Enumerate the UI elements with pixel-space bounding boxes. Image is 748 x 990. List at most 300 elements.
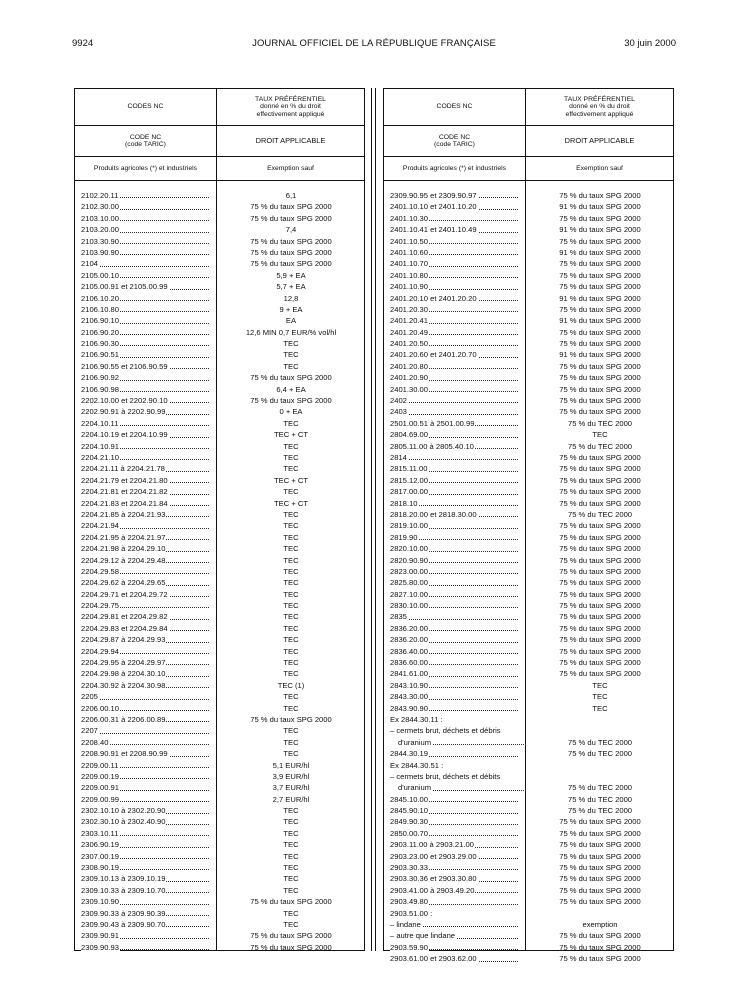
- table-row: [75, 828, 364, 839]
- table-row: [384, 611, 673, 622]
- code-text: 2106.90.92: [81, 373, 120, 383]
- rate-cell: 91 % du taux SPG 2000: [559, 202, 641, 212]
- code-cell: [81, 441, 211, 452]
- code-cell: [390, 657, 520, 668]
- table-row: [75, 372, 364, 383]
- rate-cell: TEC: [283, 464, 299, 474]
- table-row: [75, 532, 364, 543]
- dot-leader: [390, 459, 518, 460]
- code-cell: [390, 668, 520, 679]
- code-text: 2401.10.90: [390, 282, 429, 292]
- code-text: 2209.00.99: [81, 794, 120, 804]
- table-row: [384, 873, 673, 884]
- code-text: 2106.10.20: [81, 293, 120, 303]
- rate-cell: 91 % du taux SPG 2000: [559, 350, 641, 360]
- code-cell: [390, 463, 520, 474]
- code-text: 2307.00.19: [81, 851, 120, 861]
- code-cell: [390, 475, 520, 486]
- rate-cell: 75 % du taux SPG 2000: [559, 635, 641, 645]
- code-text: – autre que lindane: [390, 931, 456, 941]
- rate-cell: 7,4: [285, 225, 297, 235]
- code-cell: [390, 349, 520, 360]
- code-text: 2302.10.10 à 2302.20.90: [81, 806, 166, 816]
- table-row: [384, 646, 673, 657]
- header-code-nc-taric: CODE NC (code TARIC): [434, 133, 475, 148]
- code-text: 2204.21.98 à 2204.29.10: [81, 544, 166, 554]
- code-text: 2106.90.20: [81, 327, 120, 337]
- column-separator-line: [371, 88, 372, 951]
- code-cell: [81, 281, 211, 292]
- code-text: 2827.10.00: [390, 589, 429, 599]
- table-row: [75, 452, 364, 463]
- rate-cell: TEC + CT: [274, 475, 308, 485]
- table-row: [384, 691, 673, 702]
- table-row: [384, 520, 673, 531]
- page-number: 9924: [72, 38, 94, 49]
- code-text: 2820.10.00: [390, 544, 429, 554]
- code-text: 2820.90.90: [390, 555, 429, 565]
- header-exemption: Exemption sauf: [267, 164, 314, 172]
- code-text: 2309.90.93: [81, 942, 120, 952]
- rate-cell: TEC: [283, 452, 299, 462]
- code-text: 2836.20.00: [390, 623, 429, 633]
- rate-cell: 75 % du taux SPG 2000: [559, 407, 641, 417]
- table-row: [75, 691, 364, 702]
- rate-cell: TEC: [283, 441, 299, 451]
- code-text: 2306.90.19: [81, 840, 120, 850]
- code-text: 2401.20.60 et 2401.20.70: [390, 350, 477, 360]
- rate-cell: TEC: [283, 726, 299, 736]
- rate-cell: TEC + CT: [274, 430, 308, 440]
- table-row: [75, 281, 364, 292]
- rate-cell: TEC: [283, 487, 299, 497]
- code-cell: [390, 577, 520, 588]
- code-cell: [390, 532, 520, 543]
- rate-cell: TEC: [283, 532, 299, 542]
- rate-cell: TEC: [283, 418, 299, 428]
- code-text: 2903.61.00 et 2903.62.00: [390, 954, 477, 964]
- code-text: 2823.00.00: [390, 566, 429, 576]
- code-text: 2309.90.43 à 2309.90.70: [81, 920, 166, 929]
- code-text: 2207: [81, 726, 98, 736]
- table-row: [75, 201, 364, 212]
- rate-cell: 75 % du TEC 2000: [567, 418, 633, 428]
- header-codes-nc: CODES NC: [127, 103, 164, 111]
- code-text: 2401.20.90: [390, 373, 429, 383]
- code-cell: [81, 475, 211, 486]
- table-row: [384, 498, 673, 509]
- header-row-1: [384, 89, 673, 126]
- code-text: 2209.00.91: [81, 783, 120, 793]
- code-text: Ex 2844.30.11 :: [390, 714, 443, 724]
- table-row: [75, 213, 364, 224]
- rate-cell: 91 % du taux SPG 2000: [559, 247, 641, 257]
- code-text: 2103.10.00: [81, 213, 120, 223]
- code-cell: [81, 520, 211, 531]
- table-row: [384, 896, 673, 907]
- code-cell: [390, 589, 520, 600]
- code-cell: [81, 486, 211, 497]
- table-row: [75, 908, 364, 919]
- code-cell: [81, 509, 211, 520]
- table-row: [75, 600, 364, 611]
- header-row-3: [384, 157, 673, 181]
- code-cell: [390, 236, 520, 247]
- dot-leader: [390, 619, 518, 620]
- code-text: 2104: [81, 259, 98, 269]
- code-cell: [390, 372, 520, 383]
- code-cell: [81, 782, 211, 793]
- table-row: [384, 338, 673, 349]
- code-text: 2204.29.94: [81, 646, 120, 656]
- rate-cell: 91 % du taux SPG 2000: [559, 293, 641, 303]
- code-text: 2204.29.71 et 2204.29.72: [81, 589, 168, 599]
- code-cell: [81, 828, 211, 839]
- code-cell: [81, 611, 211, 622]
- rate-cell: 2,7 EUR/hl: [272, 794, 310, 804]
- rate-cell: TEC: [283, 863, 299, 873]
- code-cell: [81, 839, 211, 850]
- table-row: [384, 406, 673, 417]
- table-row: [75, 782, 364, 793]
- code-cell: [390, 862, 520, 873]
- rate-cell: 9 + EA: [279, 304, 303, 314]
- table-row: [75, 418, 364, 429]
- table-row: [75, 384, 364, 395]
- code-cell: [390, 258, 520, 269]
- table-row: [75, 919, 364, 930]
- table-row: [384, 532, 673, 543]
- table-row: [384, 258, 673, 269]
- table-row: [384, 452, 673, 463]
- code-text: d'uranium: [398, 737, 432, 747]
- code-cell: [81, 418, 211, 429]
- code-cell: [390, 555, 520, 566]
- code-cell: [390, 406, 520, 417]
- rate-cell: 75 % du taux SPG 2000: [559, 555, 641, 565]
- code-cell: [390, 703, 520, 714]
- rate-cell: 75 % du taux SPG 2000: [250, 396, 332, 406]
- code-cell: [390, 646, 520, 657]
- table-row: [384, 475, 673, 486]
- rate-cell: 75 % du taux SPG 2000: [559, 601, 641, 611]
- rate-cell: 75 % du taux SPG 2000: [250, 942, 332, 952]
- code-cell: [81, 190, 211, 201]
- code-text: 2103.30.90: [81, 236, 120, 246]
- code-text: 2209.00.19: [81, 771, 120, 781]
- dot-leader: [81, 733, 209, 734]
- code-text: 2204.21.11 à 2204.21.78: [81, 464, 165, 474]
- code-text: d'uranium: [398, 783, 432, 793]
- table-row: [384, 429, 673, 440]
- code-cell: [390, 851, 520, 862]
- code-cell: [81, 349, 211, 360]
- table-row: [384, 885, 673, 896]
- code-cell: [390, 611, 520, 622]
- code-text: 2401.20.80: [390, 361, 429, 371]
- rate-cell: 75 % du taux SPG 2000: [559, 532, 641, 542]
- code-text: 2202.90.91 à 2202.90.99: [81, 407, 166, 417]
- code-cell: [390, 304, 520, 315]
- rate-cell: 75 % du taux SPG 2000: [559, 578, 641, 588]
- code-text: 2401.10.50: [390, 236, 429, 246]
- table-row: [384, 839, 673, 850]
- rate-cell: 75 % du taux SPG 2000: [559, 623, 641, 633]
- table-row: [75, 896, 364, 907]
- table-row: [75, 327, 364, 338]
- code-text: 2204.29.62 à 2204.29.65: [81, 578, 166, 588]
- table-row: [384, 680, 673, 691]
- table-row: [384, 851, 673, 862]
- code-cell: [390, 247, 520, 258]
- dot-leader: [390, 402, 518, 403]
- code-cell: [390, 600, 520, 611]
- rate-cell: TEC: [283, 578, 299, 588]
- header-droit-applicable: DROIT APPLICABLE: [255, 136, 326, 146]
- rate-cell: 75 % du taux SPG 2000: [559, 361, 641, 371]
- table-row: [384, 486, 673, 497]
- rate-cell: 12,6 MIN 0,7 EUR/% vol/hl: [245, 327, 337, 337]
- table-row: [75, 258, 364, 269]
- code-text: 2303.10.11: [81, 828, 119, 838]
- table-row: [75, 646, 364, 657]
- header-row-3: [75, 157, 364, 181]
- code-cell: [390, 748, 520, 759]
- table-row: [384, 327, 673, 338]
- code-text: 2209.00.11: [81, 760, 119, 770]
- table-row: [75, 794, 364, 805]
- table-row: [75, 498, 364, 509]
- table-row: [384, 748, 673, 759]
- rate-cell: TEC: [283, 840, 299, 850]
- code-cell: [81, 737, 211, 748]
- table-row: [75, 315, 364, 326]
- table-row: [384, 566, 673, 577]
- table-row: [384, 714, 673, 725]
- code-text: 2849.90.30: [390, 817, 429, 827]
- code-text: 2401.20.41: [390, 316, 429, 326]
- table-row: [384, 247, 673, 258]
- table-row: [384, 908, 673, 919]
- rate-cell: TEC: [283, 851, 299, 861]
- code-text: 2106.90.10: [81, 316, 120, 326]
- rate-cell: TEC: [283, 339, 299, 349]
- code-text: 2204.29.87 à 2204.29.93: [81, 635, 166, 645]
- code-text: 2205: [81, 692, 98, 702]
- table-row: [75, 805, 364, 816]
- rate-cell: 75 % du taux SPG 2000: [559, 339, 641, 349]
- code-cell: [81, 338, 211, 349]
- code-cell: [81, 361, 211, 372]
- code-cell: [390, 771, 520, 782]
- rate-cell: 75 % du taux SPG 2000: [559, 658, 641, 668]
- code-cell: [81, 293, 211, 304]
- table-row: [75, 930, 364, 941]
- code-text: 2401.10.80: [390, 270, 429, 280]
- code-cell: [81, 452, 211, 463]
- rate-cell: 75 % du taux SPG 2000: [250, 202, 332, 212]
- code-text: 2309.90.33 à 2309.90.39: [81, 908, 166, 918]
- code-cell: [81, 304, 211, 315]
- code-cell: [81, 771, 211, 782]
- code-text: – cermets brut, déchets et débris: [390, 726, 501, 736]
- table-row: [384, 555, 673, 566]
- rate-cell: TEC: [283, 817, 299, 827]
- code-text: 2202.10.00 et 2202.90.10: [81, 396, 168, 406]
- rate-cell: 75 % du taux SPG 2000: [559, 851, 641, 861]
- table-row: [75, 236, 364, 247]
- rate-cell: 5,9 + EA: [276, 270, 306, 280]
- rate-cell: TEC: [283, 920, 299, 929]
- rate-cell: TEC: [283, 874, 299, 884]
- rate-cell: TEC: [283, 703, 299, 713]
- table-row: [384, 543, 673, 554]
- rate-cell: 75 % du taux SPG 2000: [559, 589, 641, 599]
- table-row: [75, 885, 364, 896]
- code-text: 2204.21.79 et 2204.21.80: [81, 475, 168, 485]
- rate-cell: 75 % du TEC 2000: [567, 806, 633, 816]
- rate-cell: 5,1 EUR/hl: [272, 760, 310, 770]
- code-text: 2401.10.60: [390, 247, 429, 257]
- code-cell: [390, 930, 520, 941]
- code-cell: [390, 270, 520, 281]
- code-cell: [81, 668, 211, 679]
- table-row: [75, 589, 364, 600]
- journal-title: JOURNAL OFFICIEL DE LA RÉPUBLIQUE FRANÇAISE: [252, 38, 496, 49]
- table-row: [384, 463, 673, 474]
- rate-cell: 75 % du taux SPG 2000: [559, 498, 641, 508]
- rate-cell: TEC: [283, 612, 299, 622]
- table-row: [75, 190, 364, 201]
- table-row: [384, 919, 673, 930]
- rate-cell: 75 % du taux SPG 2000: [250, 897, 332, 907]
- code-text: 2309.10.33 à 2309.10.70: [81, 885, 166, 895]
- table-row: [75, 406, 364, 417]
- code-text: 2836.60.00: [390, 658, 429, 668]
- rate-cell: 75 % du taux SPG 2000: [559, 452, 641, 462]
- code-text: 2204.29.75: [81, 601, 120, 611]
- tariff-table-left: [74, 88, 365, 951]
- table-row: [384, 224, 673, 235]
- rate-cell: TEC: [283, 509, 299, 519]
- rate-cell: 5,7 + EA: [276, 282, 306, 292]
- code-text: 2805.11.00 à 2805.40.10: [390, 441, 474, 451]
- table-row: [75, 361, 364, 372]
- rate-cell: TEC: [283, 521, 299, 531]
- rate-cell: 75 % du taux SPG 2000: [559, 874, 641, 884]
- table-row: [384, 953, 673, 964]
- rate-cell: 75 % du taux SPG 2000: [250, 373, 332, 383]
- table-row: [75, 270, 364, 281]
- code-cell: [390, 224, 520, 235]
- code-cell: [81, 555, 211, 566]
- rate-cell: EA: [285, 316, 297, 326]
- rate-cell: 75 % du taux SPG 2000: [559, 544, 641, 554]
- code-cell: [390, 908, 520, 919]
- code-cell: [390, 885, 520, 896]
- rate-cell: TEC: [283, 737, 299, 747]
- code-cell: [81, 714, 211, 725]
- code-text: Ex 2844.30.51 :: [390, 760, 444, 770]
- code-text: 2818.20.00 et 2818.30.00: [390, 509, 477, 519]
- code-text: 2841.61.00: [390, 669, 429, 679]
- code-cell: [81, 532, 211, 543]
- rate-cell: 75 % du taux SPG 2000: [559, 475, 641, 485]
- code-text: 2309.90.95 et 2309.90.97: [390, 191, 477, 200]
- code-cell: [390, 361, 520, 372]
- code-text: 2204.10.91: [81, 441, 120, 451]
- code-text: 2903.59.90: [390, 942, 429, 952]
- rate-cell: 75 % du taux SPG 2000: [250, 213, 332, 223]
- table-row: [75, 714, 364, 725]
- rate-cell: TEC (1): [277, 680, 305, 690]
- rate-cell: 75 % du taux SPG 2000: [559, 897, 641, 907]
- code-cell: [390, 418, 520, 429]
- code-cell: [390, 839, 520, 850]
- code-cell: [81, 896, 211, 907]
- code-cell: [81, 862, 211, 873]
- code-cell: [81, 589, 211, 600]
- rate-cell: 75 % du TEC 2000: [567, 509, 633, 519]
- header-droit-applicable: DROIT APPLICABLE: [564, 136, 635, 146]
- rate-cell: TEC: [283, 885, 299, 895]
- rate-cell: 75 % du TEC 2000: [567, 749, 633, 759]
- table-row: [384, 304, 673, 315]
- code-text: 2903.30.36 et 2903.30.80: [390, 874, 477, 884]
- code-cell: [81, 566, 211, 577]
- rate-cell: 75 % du taux SPG 2000: [250, 247, 332, 257]
- table-row: [75, 338, 364, 349]
- code-cell: [390, 828, 520, 839]
- code-cell: [81, 224, 211, 235]
- code-cell: [81, 498, 211, 509]
- table-body-left: [75, 190, 364, 953]
- code-cell: [390, 293, 520, 304]
- code-text: 2843.30.00: [390, 692, 429, 702]
- code-cell: [390, 486, 520, 497]
- code-cell: [81, 805, 211, 816]
- table-row: [384, 213, 673, 224]
- rate-cell: 3,9 EUR/hl: [272, 771, 310, 781]
- table-row: [75, 555, 364, 566]
- rate-cell: 75 % du taux SPG 2000: [559, 646, 641, 656]
- code-text: 2106.90.30: [81, 339, 120, 349]
- rate-cell: 75 % du taux SPG 2000: [250, 714, 332, 724]
- table-row: [75, 873, 364, 884]
- code-cell: [81, 760, 211, 771]
- rate-cell: TEC: [283, 350, 299, 360]
- code-cell: [81, 577, 211, 588]
- code-text: 2309.10.90: [81, 897, 120, 907]
- rate-cell: 75 % du taux SPG 2000: [559, 885, 641, 895]
- table-row: [384, 201, 673, 212]
- code-text: 2206.00.10: [81, 703, 120, 713]
- code-text: 2843.90.90: [390, 703, 429, 713]
- rate-cell: 75 % du taux SPG 2000: [250, 236, 332, 246]
- code-cell: [390, 873, 520, 884]
- rate-cell: 75 % du taux SPG 2000: [559, 373, 641, 383]
- code-cell: [390, 805, 520, 816]
- table-row: [75, 942, 364, 953]
- table-row: [384, 725, 673, 736]
- table-row: [384, 395, 673, 406]
- table-row: [384, 737, 673, 748]
- code-cell: [390, 190, 520, 201]
- rate-cell: TEC + CT: [274, 498, 308, 508]
- table-row: [384, 634, 673, 645]
- rate-cell: TEC: [283, 692, 299, 702]
- code-cell: [81, 406, 211, 417]
